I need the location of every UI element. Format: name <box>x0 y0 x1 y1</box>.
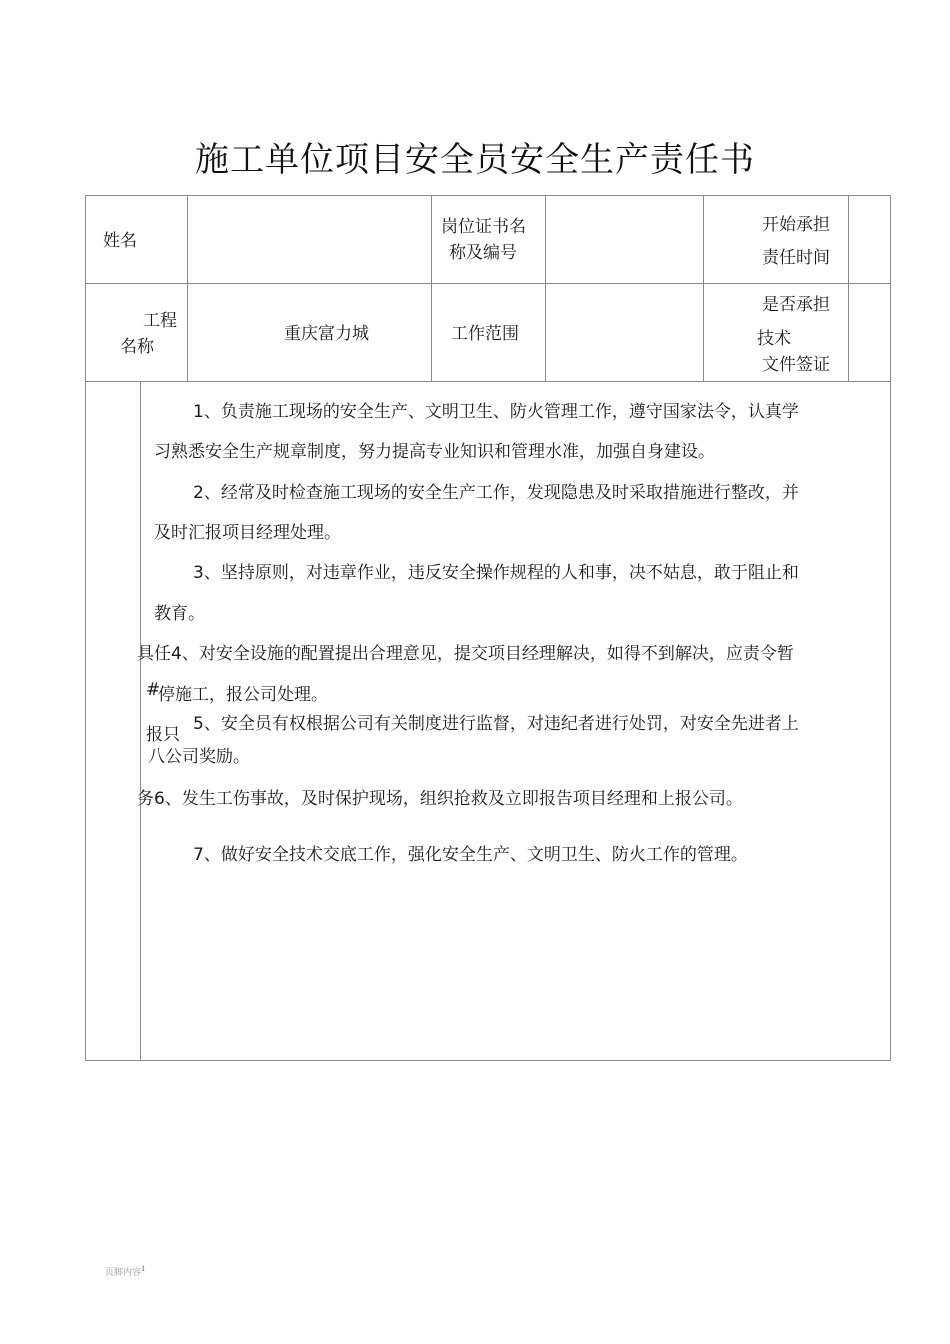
duty-1-line2: 习熟悉安全生产规章制度，努力提高专业知识和管理水准，加强自身建设。 <box>154 442 715 462</box>
table-row-divider-2 <box>85 381 891 382</box>
duty-2-line1: 2、经常及时检查施工现场的安全生产工作，发现隐患及时采取措施进行整改，并 <box>193 483 799 503</box>
footer-text: 页脚内容 <box>105 1268 142 1278</box>
duty-5-line2: 八公司奖励。 <box>148 747 250 767</box>
duty-1-line1: 1、负责施工现场的安全生产、文明卫生、防火管理工作，遵守国家法令，认真学 <box>193 402 799 422</box>
table-col-divider-2 <box>431 195 432 382</box>
sign-label-line3: 文件签证 <box>762 355 830 375</box>
duty-5-line1: 5、安全员有权根据公司有关制度进行监督，对违纪者进行处罚，对安全先进者上 <box>193 714 799 734</box>
table-border-bottom <box>85 1060 891 1061</box>
duties-side-label-4: 务 <box>137 789 154 809</box>
table-col-divider-3 <box>545 195 546 382</box>
project-label-line2: 名称 <box>120 337 154 357</box>
document-title: 施工单位项目安全员安全生产责任书 <box>195 140 755 180</box>
table-border-right <box>890 195 891 1061</box>
sign-label-line1: 是否承担 <box>762 295 830 315</box>
duty-3-line2: 教育。 <box>154 604 205 624</box>
project-value: 重庆富力城 <box>284 324 369 344</box>
duty-3-line1: 3、坚持原则，对违章作业，违反安全操作规程的人和事，决不姑息，敢于阻止和 <box>193 563 799 583</box>
cert-label-line2: 称及编号 <box>449 243 517 263</box>
start-label-line1: 开始承担 <box>762 215 830 235</box>
name-label: 姓名 <box>103 231 137 251</box>
duty-2-line2: 及时汇报项目经理处理。 <box>154 523 341 543</box>
project-label-line1: 工程 <box>143 311 177 331</box>
duty-6-line1: 6、发生工伤事故，及时保护现场，组织抢救及立即报告项目经理和上报公司。 <box>154 789 743 809</box>
table-border-top <box>85 195 891 196</box>
duty-4-line2: 停施工，报公司处理。 <box>158 685 328 705</box>
scope-label: 工作范围 <box>451 324 519 344</box>
duties-side-label-2: # <box>146 680 161 700</box>
duty-7-line1: 7、做好安全技术交底工作，强化安全生产、文明卫生、防火工作的管理。 <box>193 845 748 865</box>
duty-4-line1: 4、对安全设施的配置提出合理意见，提交项目经理解决，如得不到解决，应责令暂 <box>171 644 794 664</box>
cert-label-line1: 岗位证书名 <box>441 217 526 237</box>
table-col-divider-4 <box>703 195 704 382</box>
table-col-divider-5 <box>848 195 849 382</box>
table-col-divider-1 <box>187 195 188 382</box>
footer-page-number: 1 <box>141 1265 146 1273</box>
duties-side-label-3: 报只 <box>146 725 180 745</box>
duties-side-label-1: 具任 <box>137 644 171 664</box>
sign-label-line2: 技术 <box>757 329 791 349</box>
duties-side-divider <box>140 381 141 1061</box>
table-row-divider-1 <box>85 283 891 284</box>
start-label-line2: 责任时间 <box>762 248 830 268</box>
table-border-left <box>85 195 86 1061</box>
page-footer <box>105 1265 145 1278</box>
